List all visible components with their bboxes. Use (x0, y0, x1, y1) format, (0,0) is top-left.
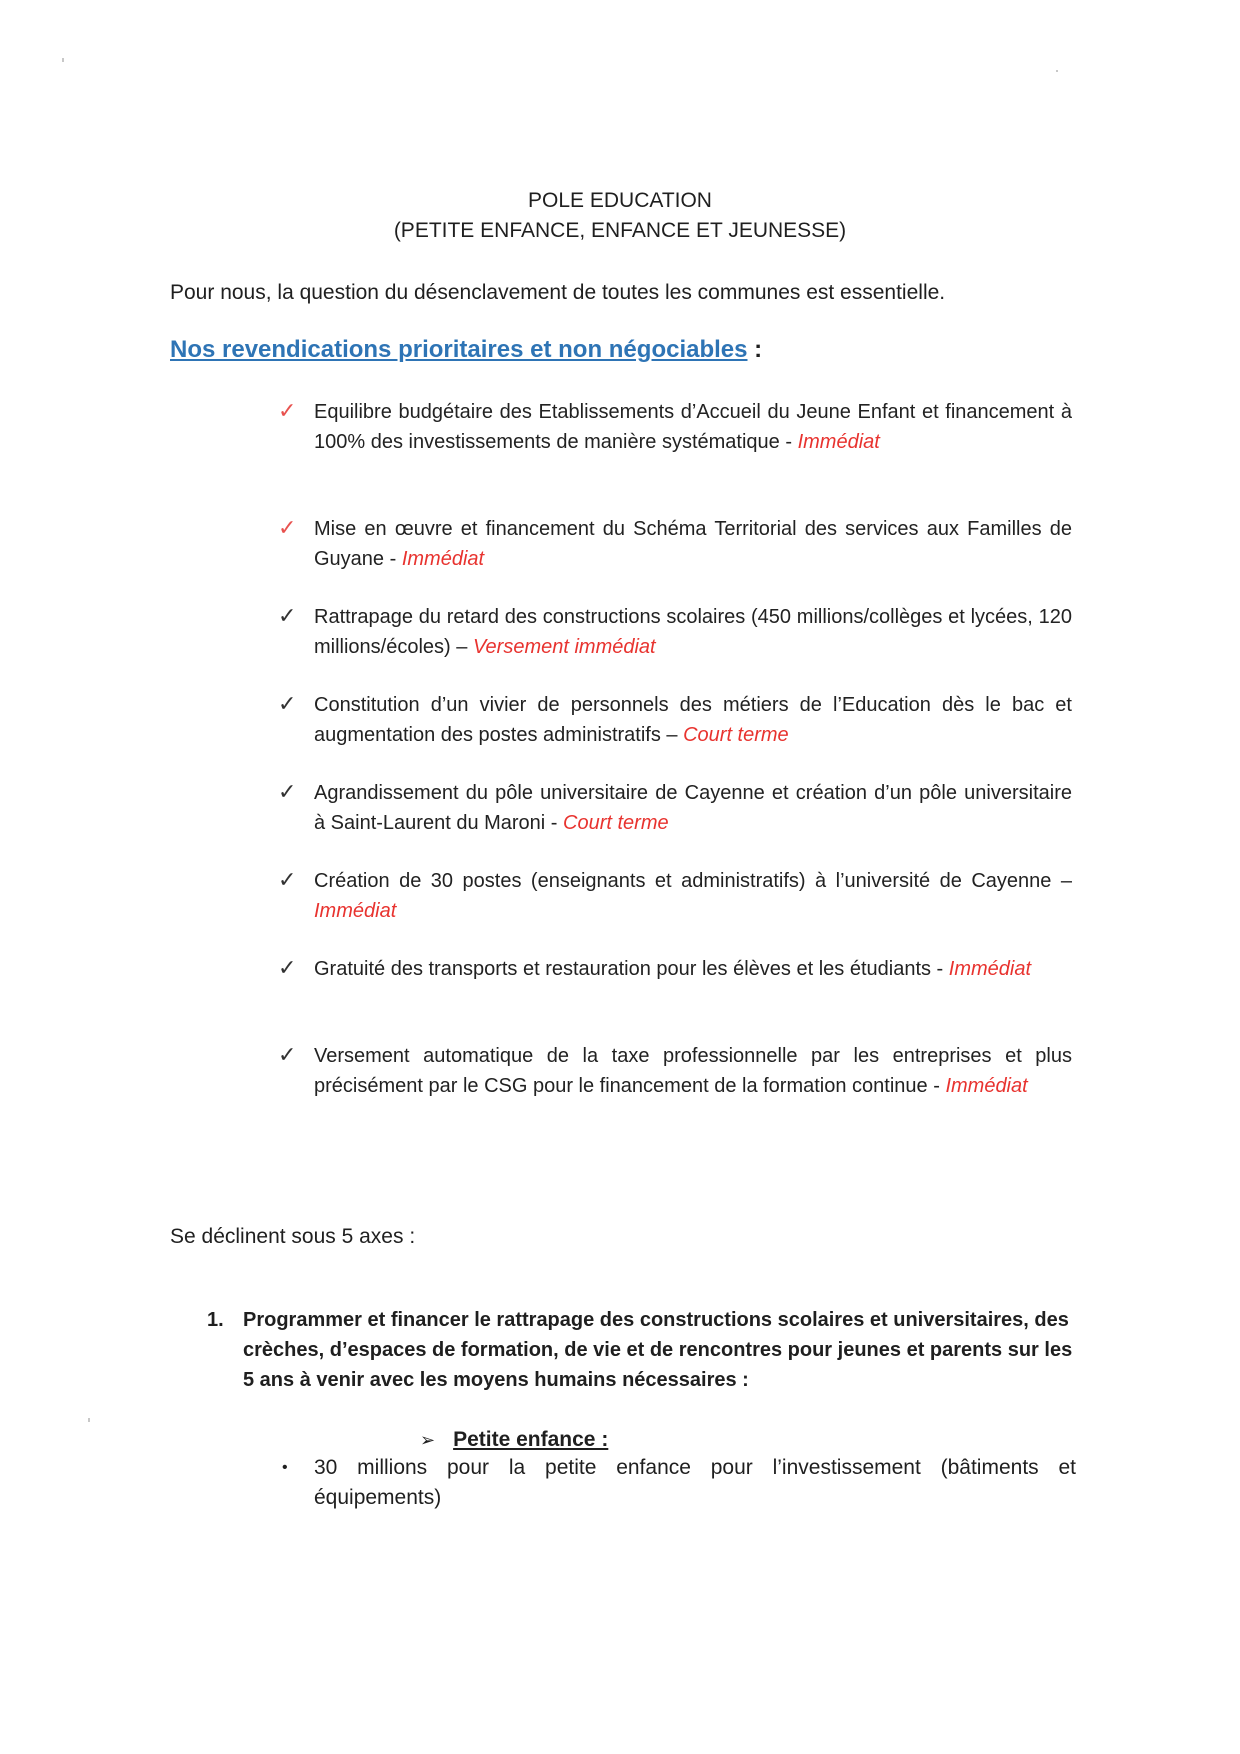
checkmark-icon: ✓ (278, 868, 297, 893)
checkmark-icon: ✓ (278, 516, 297, 541)
claim-deadline: Immédiat (945, 1075, 1028, 1097)
claim-deadline: Immédiat (797, 431, 880, 453)
subsection-label: Petite enfance : (453, 1428, 609, 1451)
axes-intro: Se déclinent sous 5 axes : (170, 1225, 416, 1248)
claim-body: Equilibre budgétaire des Etablissements d’Accueil du Jeune Enfant et financement à 100% des investissements de manière systématique - (314, 401, 1072, 453)
section-heading-text: Nos revendications prioritaires et non négociables (170, 336, 748, 363)
scan-speck (88, 1418, 90, 1422)
checkmark-icon: ✓ (278, 692, 297, 717)
checkmark-icon: ✓ (278, 399, 297, 424)
page-title-line-1: POLE EDUCATION (528, 189, 712, 212)
bullet-text: 30 millions pour la petite enfance pour l’investissement (bâtiments et équipements) (314, 1456, 1076, 1509)
intro-paragraph: Pour nous, la question du désenclavement de toutes les communes est essentielle. (170, 281, 946, 304)
claim-text (314, 397, 1072, 457)
claim-text (314, 778, 1072, 838)
claim-deadline: Immédiat (401, 548, 485, 570)
checkmark-icon: ✓ (278, 604, 297, 629)
claim-text (314, 602, 1072, 662)
scan-speck (62, 58, 64, 62)
scan-speck (1056, 70, 1058, 72)
claim-body: Mise en œuvre et financement du Schéma Territorial des services aux Familles de Guyane - (314, 518, 1072, 570)
claim-body: Création de 30 postes (enseignants et administratifs) à l’université de Cayenne – (314, 870, 1072, 892)
section-heading-colon: : (747, 336, 763, 363)
claim-body: Versement automatique de la taxe professionnelle par les entreprises et plus précisément par le CSG pour le financement de la formation continue - (314, 1045, 1072, 1097)
claim-text (314, 514, 1072, 574)
claim-text (314, 954, 1072, 984)
page-title-line-2: (PETITE ENFANCE, ENFANCE ET JEUNESSE) (393, 219, 847, 242)
claim-text (314, 866, 1072, 926)
page-title (0, 186, 1240, 246)
checkmark-icon: ✓ (278, 780, 297, 805)
claim-text (314, 1041, 1072, 1101)
axis-text: Programmer et financer le rattrapage des constructions scolaires et universitaires, des crèches, d’espaces de formation, de vie et de rencontres pour jeunes et parents sur les 5 ans à venir avec les moyens humains nécessaires : (243, 1309, 1073, 1391)
claim-text (314, 690, 1072, 750)
claim-deadline: Immédiat (948, 958, 1032, 980)
claim-body: Constitution d’un vivier de personnels des métiers de l’Education dès le bac et augmentation des postes administratifs – (314, 694, 1072, 746)
claim-deadline: Immédiat (314, 900, 397, 922)
checkmark-icon: ✓ (278, 1043, 297, 1068)
subsection-heading (420, 1425, 608, 1456)
axis-number: 1. (207, 1309, 224, 1331)
claim-body: Gratuité des transports et restauration pour les élèves et les étudiants - (314, 958, 949, 980)
arrow-bullet-icon: ➢ (420, 1430, 436, 1451)
bullet-dot-icon: • (282, 1459, 288, 1476)
section-heading (170, 335, 762, 365)
claim-body: Agrandissement du pôle universitaire de Cayenne et création d’un pôle universitaire à Saint-Laurent du Maroni - (314, 782, 1072, 834)
claim-deadline: Versement immédiat (472, 636, 656, 658)
claim-deadline: Court terme (683, 724, 789, 746)
claim-deadline: Court terme (563, 812, 669, 834)
checkmark-icon: ✓ (278, 956, 297, 981)
claim-body: Rattrapage du retard des constructions scolaires (450 millions/collèges et lycées, 120 millions/écoles) – (314, 606, 1072, 658)
